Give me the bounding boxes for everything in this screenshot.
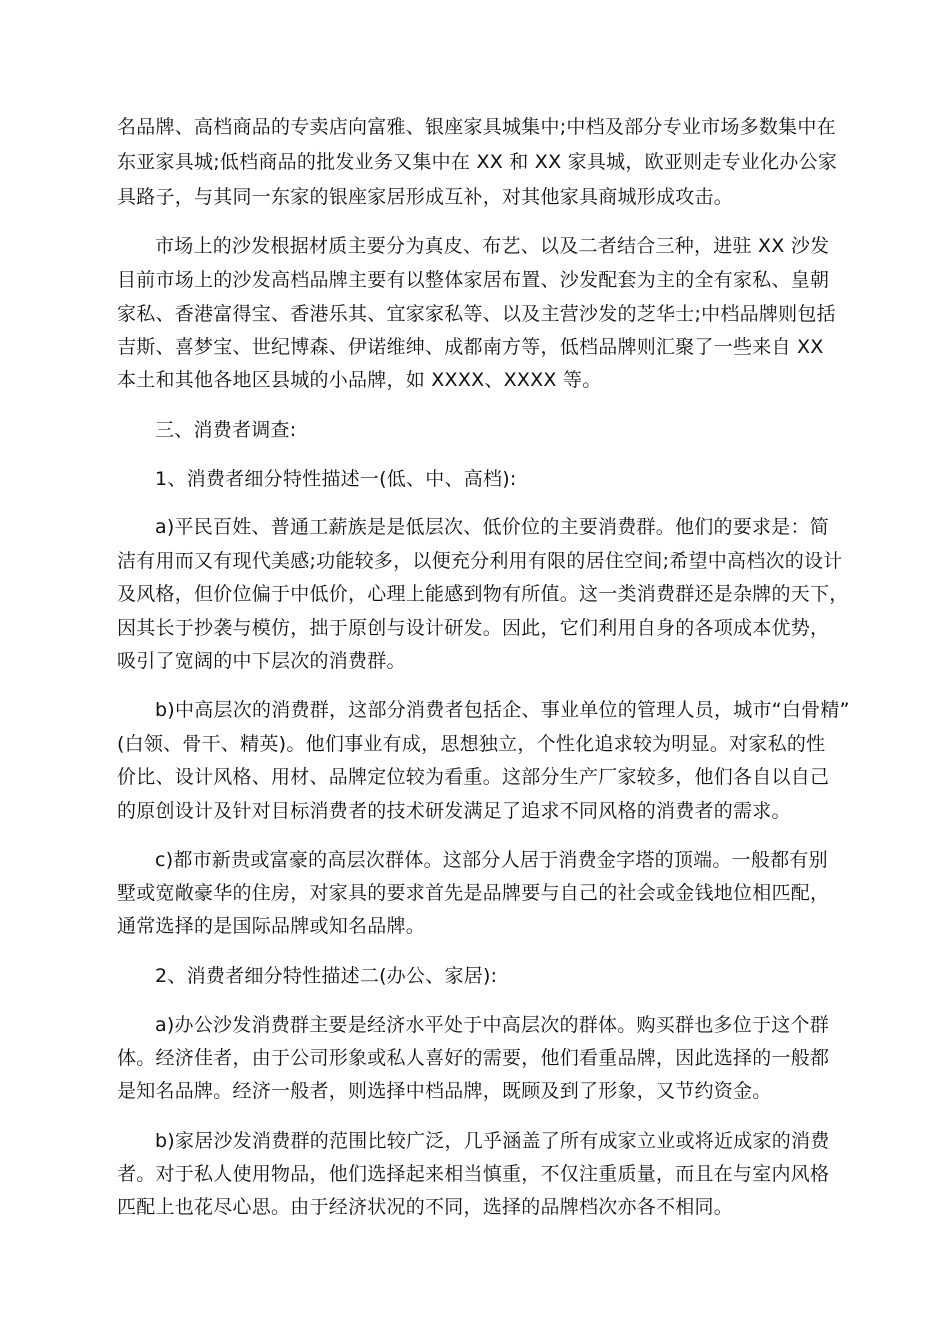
text-line: 墅或宽敞豪华的住房，对家具的要求首先是品牌要与自己的社会或金钱地位相匹配， — [117, 882, 830, 904]
text-line: 者。对于私人使用物品，他们选择起来相当慎重，不仅注重质量，而且在与室内风格 — [117, 1163, 830, 1185]
text-line: 体。经济佳者，由于公司形象或私人喜好的需要，他们看重品牌，因此选择的一般都 — [117, 1047, 830, 1069]
text-line: 的原创设计及针对目标消费者的技术研发满足了追求不同风格的消费者的需求。 — [117, 800, 791, 822]
text-line: 洁有用而又有现代美感;功能较多，以便充分利用有限的居住空间;希望中高档次的设计 — [117, 550, 843, 572]
text-line: 价比、设计风格、用材、品牌定位较为看重。这部分生产厂家较多，他们各自以自己 — [117, 766, 830, 788]
text-line: 及风格，但价位偏于中低价，心理上能感到物有所值。这一类消费群还是杂牌的天下， — [117, 583, 849, 605]
text-line: (白领、骨干、精英)。他们事业有成，思想独立，个性化追求较为明显。对家私的性 — [117, 733, 826, 755]
text-line: a)平民百姓、普通工薪族是是低层次、低价位的主要消费群。他们的要求是：简 — [155, 516, 830, 538]
text-line: b)中高层次的消费群，这部分消费者包括企、事业单位的管理人员，城市“白骨精” — [155, 699, 850, 721]
text-line: b)家居沙发消费群的范围比较广泛，几乎涵盖了所有成家立业或将近成家的消费 — [155, 1130, 830, 1152]
text-line: 匹配上也花尽心思。由于经济状况的不同，选择的品牌档次亦各不相同。 — [117, 1196, 734, 1218]
text-line: 本土和其他各地区县城的小品牌，如 XXXX、XXXX 等。 — [117, 369, 602, 391]
text-line: 目前市场上的沙发高档品牌主要有以整体家居布置、沙发配套为主的全有家私、皇朝 — [117, 269, 830, 291]
text-line: 家私、香港富得宝、香港乐其、宜家家私等、以及主营沙发的芝华士;中档品牌则包括 — [117, 303, 836, 325]
text-line: 因其长于抄袭与模仿，拙于原创与设计研发。因此，它们利用自身的各项成本优势， — [117, 617, 830, 639]
text-line: 吸引了宽阔的中下层次的消费群。 — [117, 650, 406, 672]
text-line: c)都市新贵或富豪的高层次群体。这部分人居于消费金字塔的顶端。一般都有别 — [155, 849, 828, 871]
text-line: 吉斯、喜梦宝、世纪博森、伊诺维绅、成都南方等，低档品牌则汇聚了一些来自 XX — [117, 336, 824, 358]
text-line: 市场上的沙发根据材质主要分为真皮、布艺、以及二者结合三种，进驻 XX 沙发 — [155, 235, 830, 257]
text-line: a)办公沙发消费群主要是经济水平处于中高层次的群体。购买群也多位于这个群 — [155, 1014, 830, 1036]
subsection-heading: 1、消费者细分特性描述一(低、中、高档): — [155, 468, 517, 490]
subsection-heading: 2、消费者细分特性描述二(办公、家居): — [155, 965, 498, 987]
text-line: 名品牌、高档商品的专卖店向富雅、银座家具城集中;中档及部分专业市场多数集中在 — [117, 116, 836, 138]
section-heading: 三、消费者调查: — [155, 419, 297, 441]
text-line: 具路子，与其同一东家的银座家居形成互补，对其他家具商城形成攻击。 — [117, 186, 734, 208]
text-line: 是知名品牌。经济一般者，则选择中档品牌，既顾及到了形象，又节约资金。 — [117, 1080, 772, 1102]
text-line: 通常选择的是国际品牌或知名品牌。 — [117, 915, 426, 937]
text-line: 东亚家具城;低档商品的批发业务又集中在 XX 和 XX 家具城，欧亚则走专业化办公家 — [117, 151, 838, 173]
